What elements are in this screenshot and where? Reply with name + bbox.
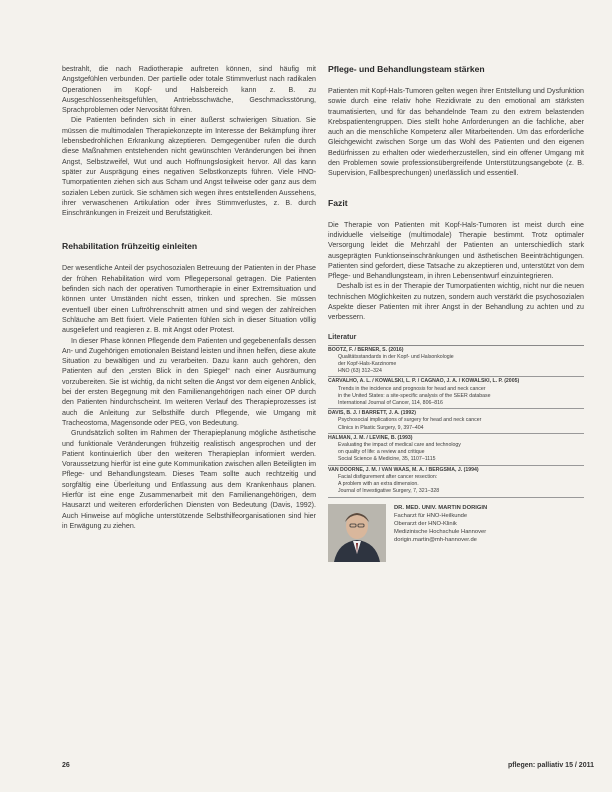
body-paragraph: bestrahlt, die nach Radiotherapie auftreten können, sind häufig mit Angstgefühlen verbunden. Der partielle oder totale Stimmverlust nach radikalen Operationen im Kopf- und Halsbereich kann z. B. zu Ausgeschlossenheitsgefühlen, Antriebsschwäche, Geschmacksstörung, Sprachproblemen oder Nervosität führen. xyxy=(62,65,316,115)
literature-author: BOOTZ, F. / BERNER, S. (2016) xyxy=(328,346,404,353)
literature-line: HNO (63) 312–324 xyxy=(338,368,382,375)
author-name: DR. MED. UNIV. MARTIN DORIGIN xyxy=(394,504,488,511)
body-paragraph: Grundsätzlich sollten im Rahmen der Therapieplanung mögliche ästhetische und funktionale Veränderungen frühzeitig realistisch angesprochen und der Patient kontinuierlich über den weiteren Therapieplan informiert werden. Voraussetzung hierfür ist eine gute Kommunikation zwischen allen Beteiligten im Pflege- und Behandlungsteam. Dieses Team sollte auch rechtzeitig und sorgfältig eine Überleitung und Entlassung aus dem Krankenhaus planen. Hierfür ist eine enge Zusammenarbeit mit den Familienangehörigen, dem Hausarzt und weiteren erforderlichen Diensten von Bedeutung (Davis, 1992). Auch Hinweise auf mögliche unterstützende Selbsthilfeorganisationen sind hier in Erwägung zu ziehen. xyxy=(62,429,316,530)
literature-line: Psychosocial implications of surgery for head and neck cancer xyxy=(338,417,482,424)
literature-line: Evaluating the impact of medical care and technology xyxy=(338,442,461,449)
journal-footer: pflegen: palliativ 15 / 2011 xyxy=(508,762,594,769)
author-email: dorigin.martin@mh-hannover.de xyxy=(394,537,477,544)
literature-entry xyxy=(328,434,584,466)
body-paragraph: Die Patienten befinden sich in einer äußerst schwierigen Situation. Sie müssen die multimodalen Therapiekonzepte im Interesse der Bekämpfung ihrer lebensbedrohlichen Erkrankung akzeptieren. Demgegenüber rufen die durch diese Maßnahmen entstehenden nicht gewünschten Veränderungen bei ihnen Angst, Selbstzweifel, Wut und auch Hoffnungslosigkeit hervor. All das kann später zur Ausprägung eines negativen Selbstkonzepts führen. Viele HNO-Tumorpatienten ziehen sich aus Scham und Angst teilweise oder ganz aus dem sozialen Leben zurück. Sie schämen sich wegen ihres entstellenden Aussehens, ihrer verwaschenen Artikulation oder ihres Stimmverlustes, z. B. durch Einschränkungen in Freizeit und Berufstätigkeit. xyxy=(62,116,316,218)
literature-entry xyxy=(328,346,584,378)
section-heading-fazit: Fazit xyxy=(328,197,348,208)
body-paragraph: Der wesentliche Anteil der psychosozialen Betreuung der Patienten in der Phase der frühen Rehabilitation wird vom Pflegepersonal getragen. Die Patienten befinden sich nach der operativen Tumortherapie in einer Extremsituation und können unter Umständen nicht essen, trinken und sprechen. Sie müssen eventuell über einen Luftröhrenschnitt atmen und sind wegen der zahlreichen Schläuche am Bett fixiert. Viele Patienten fühlen sich in dieser Situation völlig ausgeliefert und reagieren z. B. mit Angst oder Protest. xyxy=(62,264,316,335)
literature-line: Clinics in Plastic Surgery, 9, 397–404 xyxy=(338,424,424,431)
author-line: Medizinische Hochschule Hannover xyxy=(394,529,487,536)
left-column xyxy=(62,64,316,531)
literature-line: Facial disfigurement after cancer resection: xyxy=(338,473,438,480)
literature-line: International Journal of Cancer, 114, 806–816 xyxy=(338,400,443,407)
author-photo xyxy=(328,504,386,562)
literature-line: Qualitätsstandards in der Kopf- und Halsonkologie xyxy=(338,353,454,360)
literature-entry xyxy=(328,409,584,434)
section-heading-team: Pflege- und Behandlungsteam stärken xyxy=(328,64,485,74)
body-paragraph: In dieser Phase können Pflegende dem Patienten und gegebenenfalls dessen An- und Zugehörigen emotionalen Beistand leisten und ihnen helfen, diese akute Situation zu bewältigen und zu verarbeiten. Dazu kann auch gehören, den Patienten auf den „ersten Blick in den Spiegel“ nach einer Ausräumung vorzubereiten. Sie ist wichtig, da nicht selten die Angst vor dem eigenen Anblick, bei der ersten Begegnung mit den Familienangehörigen nach einer OP durch den Patienten hindurchscheint. Im weiteren Verlauf des Therapieprozesses ist auch die Anleitung zur Selbsthilfe durch Pflegende, wie Umgang mit Tracheostoma, Magensonde oder PEG, von Bedeutung. xyxy=(62,336,316,427)
literature-author: HALMAN, J. M. / LEVINE, B. (1993) xyxy=(328,434,413,441)
author-info xyxy=(394,504,487,562)
literature-line: Journal of Investigative Surgery, 7, 321–328 xyxy=(338,488,440,495)
literature-line: in the United States: a site-specific analysis of the SEER database xyxy=(338,392,491,399)
portrait-icon xyxy=(328,504,386,562)
page-number: 26 xyxy=(62,762,70,769)
literature-line: Social Science & Medicine, 35, 1107–1115 xyxy=(338,456,436,463)
literature-entry xyxy=(328,377,584,409)
literature-list xyxy=(328,346,584,498)
literature-line: der Kopf-Hals-Karzinome xyxy=(338,361,397,368)
literature-author: CARVALHO, A. L. / KOWALSKI, L. P. / CAGNAO, J. A. / KOWALSKI, L. P. (2005) xyxy=(328,378,520,385)
author-box xyxy=(328,504,584,562)
body-paragraph: Die Therapie von Patienten mit Kopf-Hals-Tumoren ist meist durch eine individuelle vielseitige (multimodale) Therapie bestimmt. Trotz optimaler Versorgung leidet die Mehrzahl der Patienten an unterschiedlich stark ausgeprägten Funktionseinschränkungen und ästhetischen Beeinträchtigungen. Patienten sind gefordert, diese Tatsache zu akzeptieren und, unterstützt von dem Pflege- und Behandlungsteam, in ihren Lebensentwurf einzuintegrieren. xyxy=(328,220,584,281)
section-heading-rehabilitation: Rehabilitation frühzeitig einleiten xyxy=(62,241,198,252)
body-paragraph: Patienten mit Kopf-Hals-Tumoren gelten wegen ihrer Entstellung und Dysfunktion sowie durch eine relativ hohe Rezidivrate zu den emotional am stärksten traumatisierten, und für das behandelnde Team zu den extrem belastenden Krebspatientengruppen. Dies stellt hohe Anforderungen an die fachliche, aber auch an die menschliche Kompetenz aller Mitarbeitenden. Um das erforderliche Gleichgewicht zwischen Sorge um das Wohl des Patienten und den eigenen Bedürfnissen zu erhalten oder wiederherzustellen, sind ein offener Umgang mit den Problemen sowie professionsübergreifende Unterstützungsangebote (z. B. Supervision, Fallbesprechungen) unerlässlich und essentiell. xyxy=(328,87,584,178)
body-paragraph: Deshalb ist es in der Therapie der Tumorpatienten wichtig, nicht nur die neuen technischen Möglichkeiten zu nutzen, sondern auch verstärkt die psychosozialen Aspekte dieser Patienten mit ihrer Angst in der Behandlung zu achten und zu verbessern. xyxy=(328,282,584,322)
literature-line: A problem with an extra dimension. xyxy=(338,481,419,488)
author-line: Facharzt für HNO-Heilkunde xyxy=(394,512,468,519)
literature-line: Trends in the incidence and prognosis for head and neck cancer xyxy=(338,385,486,392)
literature-line: on quality of life: a review and critique xyxy=(338,449,425,456)
literature-author: VAN DOORNE, J. M. / VAN WAAS, M. A. / BERGSMA, J. (1994) xyxy=(328,466,479,473)
literature-entry xyxy=(328,466,584,498)
author-line: Oberarzt der HNO-Klinik xyxy=(394,520,457,527)
literature-author: DAVIS, B. J. / BARRETT, J. A. (1992) xyxy=(328,410,416,417)
right-column xyxy=(328,64,584,562)
literature-heading: Literatur xyxy=(328,333,584,346)
